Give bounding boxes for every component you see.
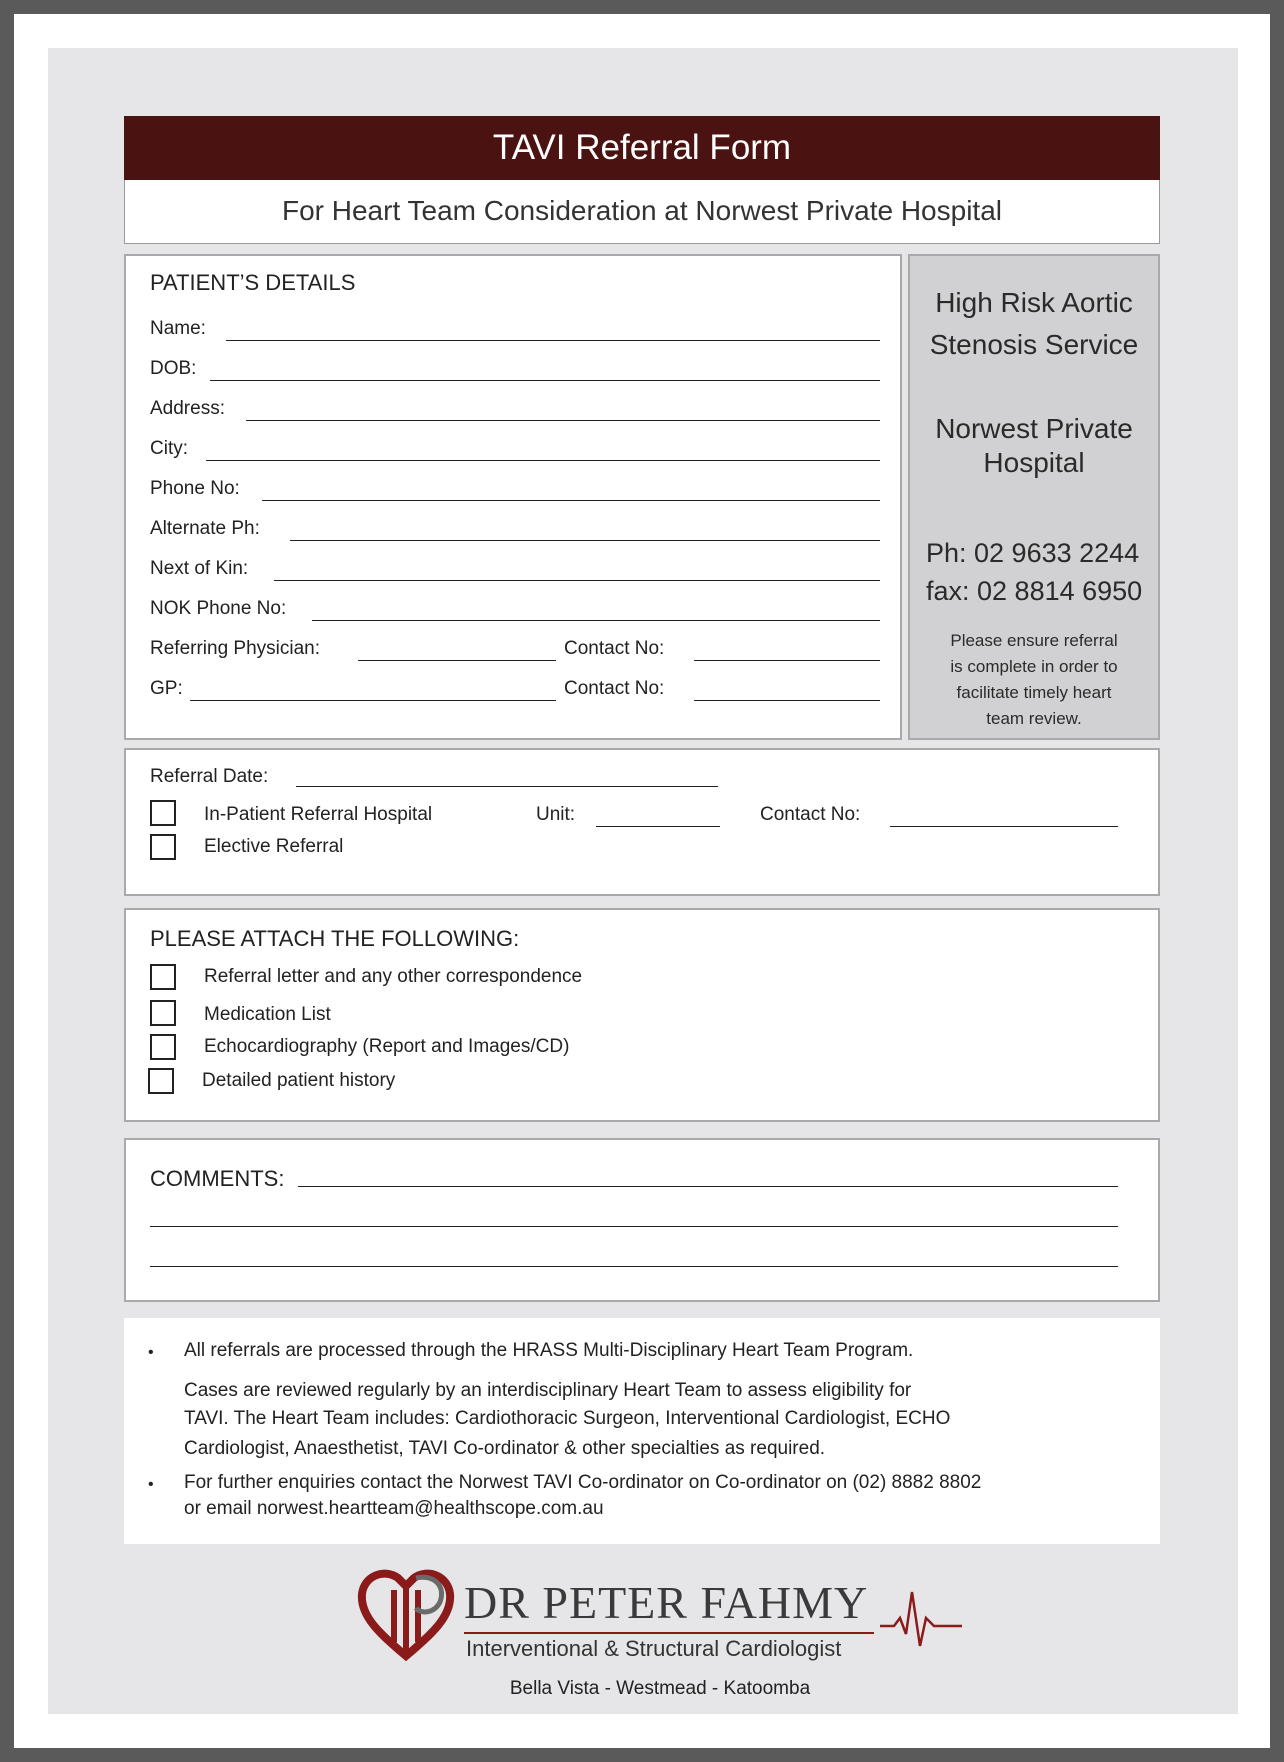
note-line1: Please ensure referral xyxy=(950,631,1118,650)
attach-item-history: Detailed patient history xyxy=(202,1070,396,1091)
attachments-section xyxy=(124,908,1160,1122)
hospital-name-line2: Hospital xyxy=(983,447,1085,478)
note-line2: is complete in order to xyxy=(950,657,1118,676)
inpatient-contact-label: Contact No: xyxy=(760,804,861,825)
elective-checkbox[interactable] xyxy=(150,834,176,860)
name-label: Name: xyxy=(150,318,206,339)
comments-line-1[interactable] xyxy=(298,1186,1118,1187)
name-field[interactable] xyxy=(226,340,880,341)
unit-label: Unit: xyxy=(536,804,576,825)
process-notes xyxy=(124,1318,1160,1544)
city-label: City: xyxy=(150,438,188,459)
attach-checkbox-history[interactable] xyxy=(148,1068,174,1094)
attach-item-medication-list: Medication List xyxy=(204,1004,331,1025)
practice-locations: Bella Vista - Westmead - Katoomba xyxy=(509,1678,811,1699)
city-field[interactable] xyxy=(206,460,880,461)
service-info-panel xyxy=(908,254,1160,740)
inpatient-label: In-Patient Referral Hospital xyxy=(204,804,433,825)
address-field[interactable] xyxy=(246,420,880,421)
comments-line-3[interactable] xyxy=(150,1266,1118,1267)
service-phone: Ph: 02 9633 2244 xyxy=(926,538,1140,568)
comments-label: COMMENTS: xyxy=(150,1166,285,1191)
note-para-line1: Cases are reviewed regularly by an interdisciplinary Heart Team to assess eligibility for xyxy=(184,1380,912,1401)
attach-item-echo: Echocardiography (Report and Images/CD) xyxy=(204,1036,570,1057)
referral-date-field[interactable] xyxy=(296,786,718,787)
patient-details-section xyxy=(124,254,902,740)
elective-label: Elective Referral xyxy=(204,836,344,857)
dob-label: DOB: xyxy=(150,358,197,379)
note-para-line2: TAVI. The Heart Team includes: Cardiothoracic Surgeon, Interventional Cardiologist, ECHO xyxy=(184,1408,951,1429)
bullet-marker: • xyxy=(148,1476,154,1493)
inpatient-checkbox[interactable] xyxy=(150,800,176,826)
attach-item-referral-letter: Referral letter and any other correspondence xyxy=(204,966,583,987)
dob-field[interactable] xyxy=(210,380,880,381)
comments-line-2[interactable] xyxy=(150,1226,1118,1227)
nok-label: Next of Kin: xyxy=(150,558,249,579)
note-line3: facilitate timely heart xyxy=(956,683,1112,702)
nok-phone-field[interactable] xyxy=(312,620,880,621)
inpatient-contact-field[interactable] xyxy=(890,826,1118,827)
address-label: Address: xyxy=(150,398,225,419)
note-bullet-1: All referrals are processed through the HRASS Multi-Disciplinary Heart Team Program. xyxy=(184,1340,914,1361)
referral-date-label: Referral Date: xyxy=(150,766,269,787)
doctor-title: Interventional & Structural Cardiologist xyxy=(466,1636,842,1661)
service-name xyxy=(910,282,1158,366)
hospital-name xyxy=(910,412,1158,480)
service-name-line2: Stenosis Service xyxy=(929,329,1139,360)
ref-contact-field[interactable] xyxy=(694,660,880,661)
gp-field[interactable] xyxy=(190,700,556,701)
gp-contact-label: Contact No: xyxy=(564,678,665,699)
alt-phone-field[interactable] xyxy=(290,540,880,541)
note-line4: team review. xyxy=(986,709,1082,728)
phone-field[interactable] xyxy=(262,500,880,501)
attach-checkbox-echo[interactable] xyxy=(150,1034,176,1060)
contact-numbers xyxy=(926,534,1142,610)
completion-note xyxy=(910,628,1158,732)
practice-branding xyxy=(350,1556,970,1706)
phone-label: Phone No: xyxy=(150,478,240,499)
ref-physician-field[interactable] xyxy=(358,660,556,661)
heartbeat-line-icon xyxy=(880,1588,962,1648)
attach-checkbox-referral-letter[interactable] xyxy=(150,964,176,990)
hospital-name-line1: Norwest Private xyxy=(935,413,1133,444)
doctor-name: DR PETER FAHMY xyxy=(464,1577,869,1628)
comments-section xyxy=(124,1138,1160,1302)
logo-divider xyxy=(464,1632,874,1634)
service-name-line1: High Risk Aortic xyxy=(935,287,1133,318)
bullet-marker: • xyxy=(148,1344,154,1361)
heart-logo-icon xyxy=(354,1564,458,1664)
unit-field[interactable] xyxy=(596,826,720,827)
gp-label: GP: xyxy=(150,678,183,699)
gp-contact-field[interactable] xyxy=(694,700,880,701)
patient-details-heading: PATIENT’S DETAILS xyxy=(150,270,356,295)
attach-checkbox-medication-list[interactable] xyxy=(150,1000,176,1026)
form-title: TAVI Referral Form xyxy=(124,116,1160,180)
note-bullet-2-line1: For further enquiries contact the Norwest TAVI Co-ordinator on Co-ordinator on (02) 8882 8802 xyxy=(184,1472,982,1493)
form-subtitle: For Heart Team Consideration at Norwest Private Hospital xyxy=(124,180,1160,244)
note-bullet-2-line2: or email norwest.heartteam@healthscope.com.au xyxy=(184,1498,604,1519)
nok-field[interactable] xyxy=(274,580,880,581)
service-fax: fax: 02 8814 6950 xyxy=(926,576,1143,606)
note-para-line3: Cardiologist, Anaesthetist, TAVI Co-ordinator & other specialties as required. xyxy=(184,1438,826,1459)
alt-phone-label: Alternate Ph: xyxy=(150,518,260,539)
attachments-heading: PLEASE ATTACH THE FOLLOWING: xyxy=(150,926,520,951)
referral-section xyxy=(124,748,1160,896)
ref-physician-label: Referring Physician: xyxy=(150,638,321,659)
ref-contact-label: Contact No: xyxy=(564,638,665,659)
nok-phone-label: NOK Phone No: xyxy=(150,598,287,619)
